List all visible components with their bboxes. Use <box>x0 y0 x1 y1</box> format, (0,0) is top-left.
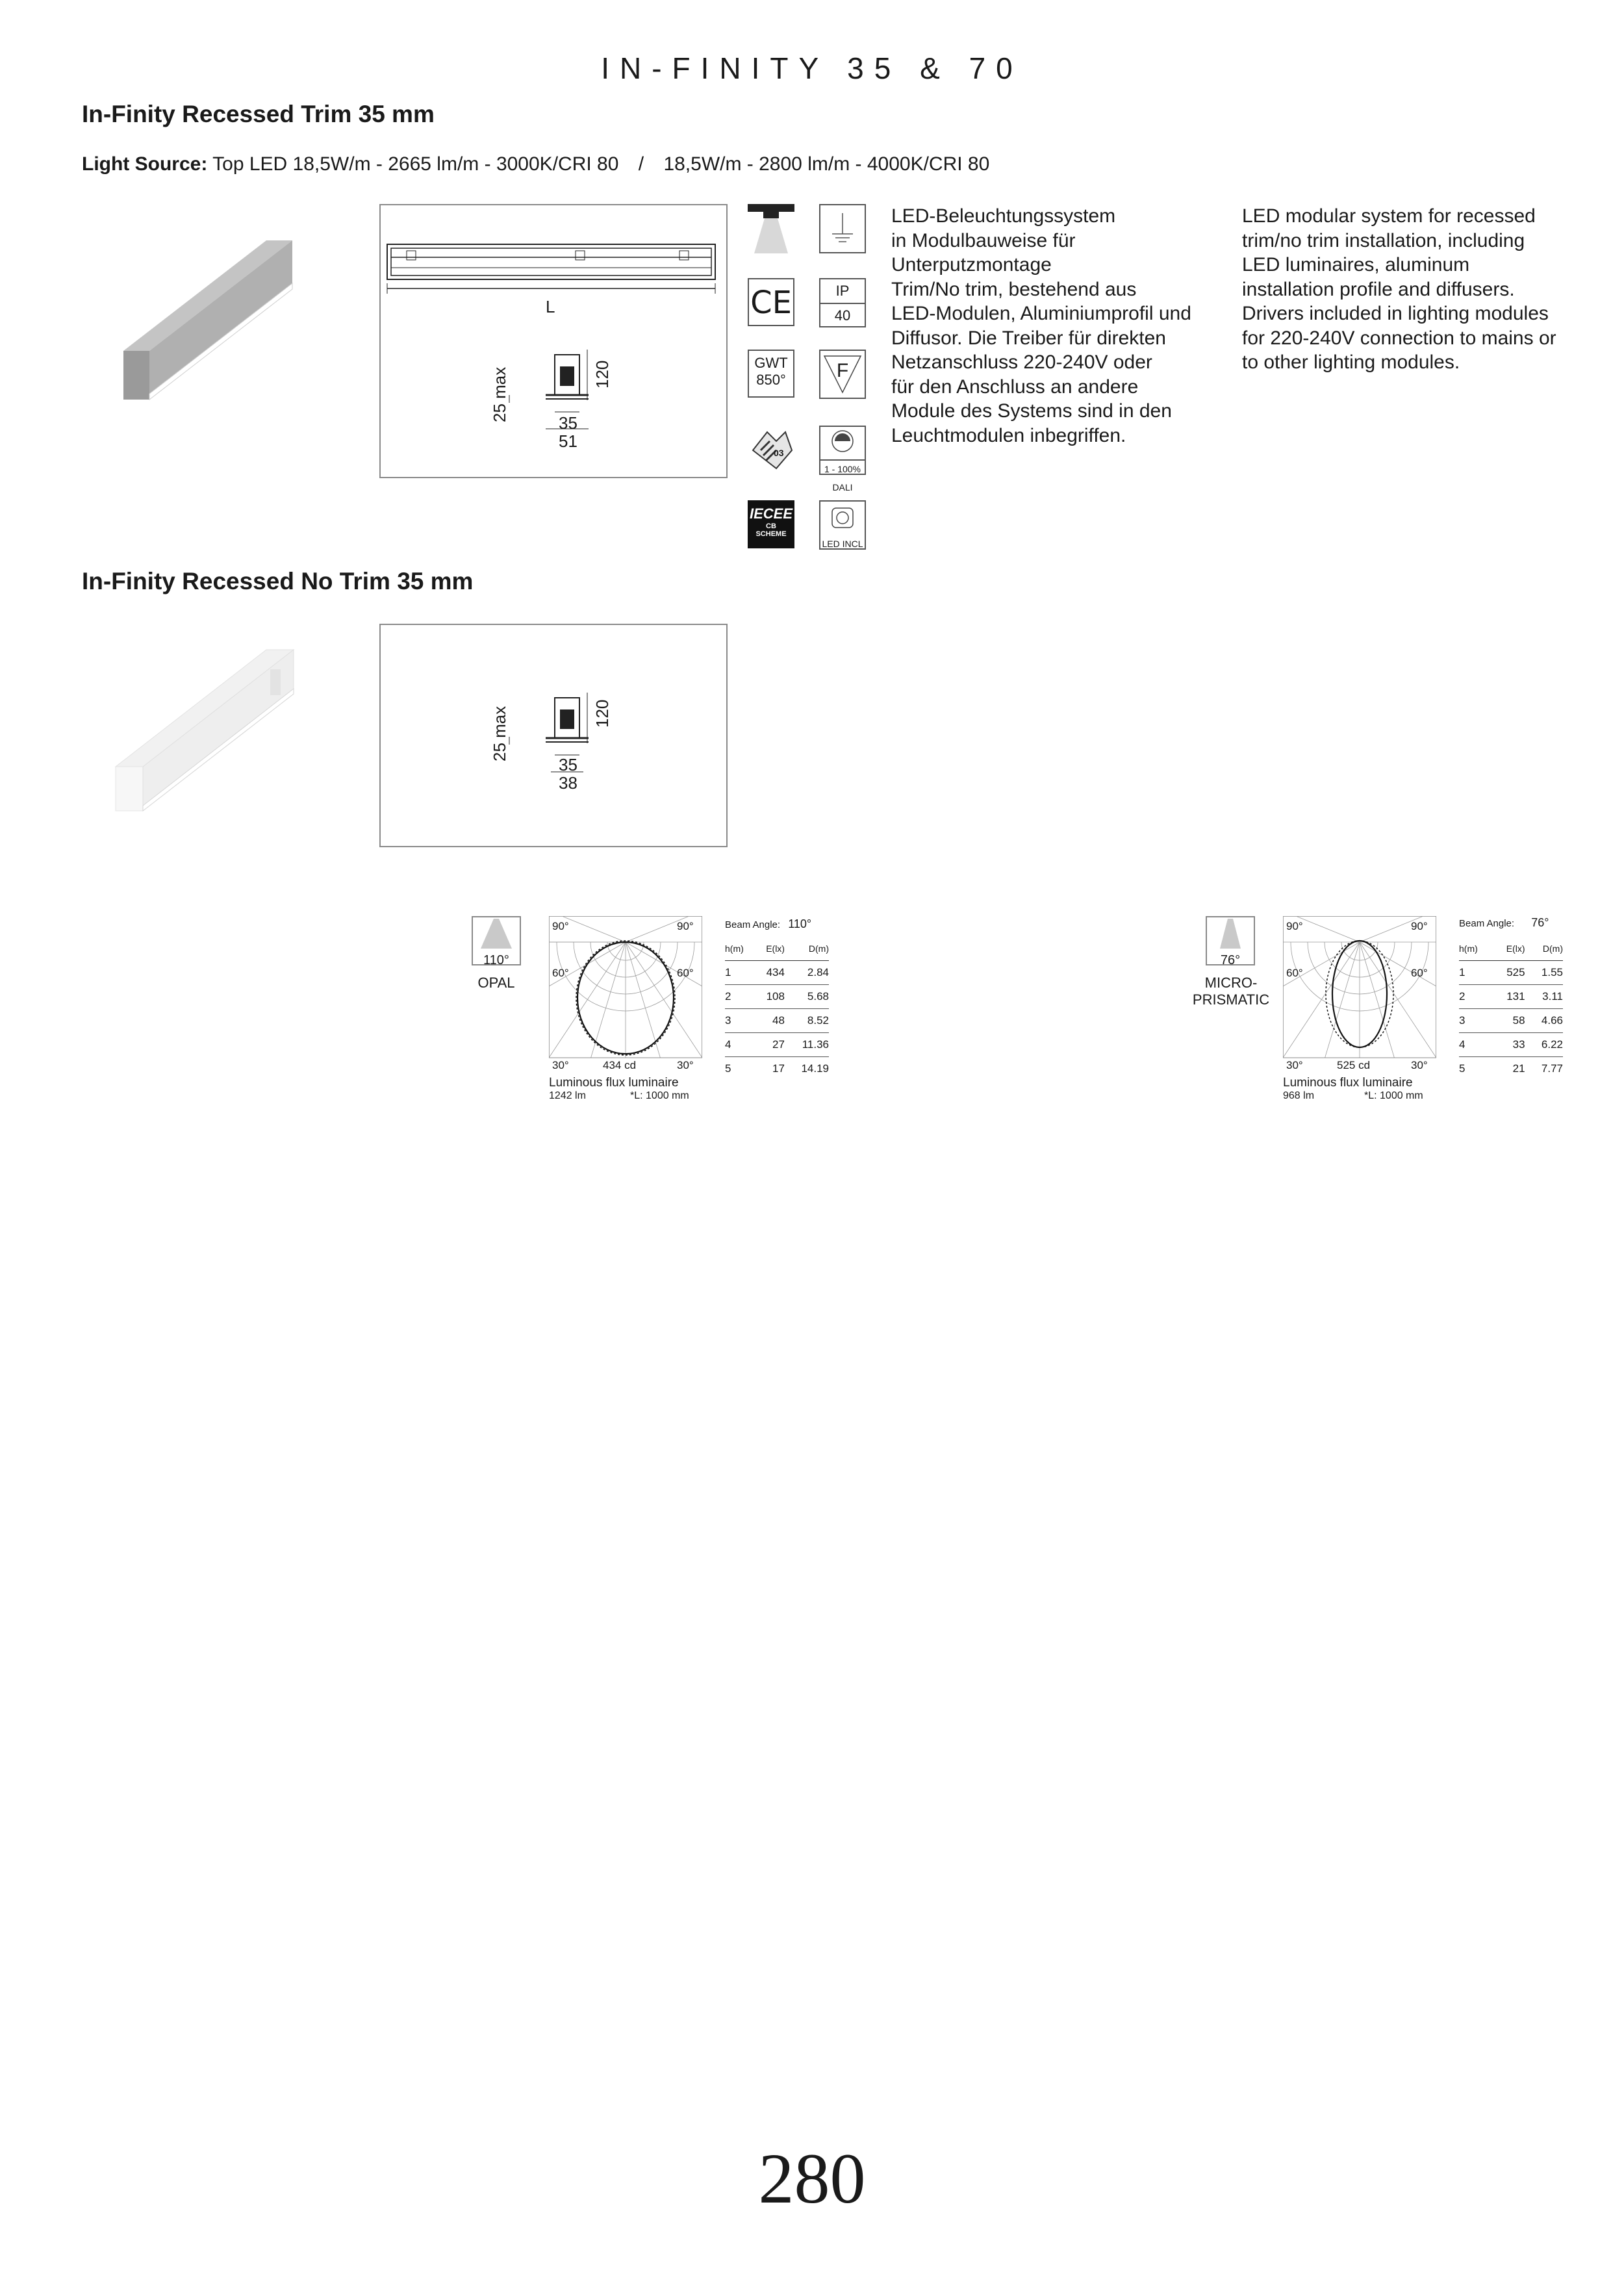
cell-h: 5 <box>725 1062 731 1075</box>
beam-angle-label: Beam Angle: <box>1459 918 1515 929</box>
cell-e: 21 <box>1512 1062 1525 1075</box>
dali-label: DALI <box>832 482 853 492</box>
dim-length: L <box>546 297 555 316</box>
downlight-icon <box>748 204 794 253</box>
photometric-table-microprismatic <box>1459 916 1563 1080</box>
page-number: 280 <box>758 2139 866 2218</box>
gwt-label: GWT <box>754 355 788 371</box>
dim-inner-width: 35 <box>559 413 577 433</box>
beam-icon-label: 76° <box>1220 953 1241 967</box>
cell-d: 1.55 <box>1541 966 1563 978</box>
polar-diagram-microprismatic <box>1283 916 1436 1072</box>
gwt-icon <box>748 350 794 398</box>
dim-height: 120 <box>592 699 612 728</box>
polar-90-right: 90° <box>677 920 694 932</box>
cell-e: 434 <box>766 966 785 978</box>
beam-angle-value: 76° <box>1531 916 1549 929</box>
table-row <box>1459 985 1563 1009</box>
section-title-no-trim: In-Finity Recessed No Trim 35 mm <box>82 568 474 594</box>
dim-inner-width: 35 <box>559 755 577 774</box>
cell-e: 33 <box>1512 1038 1525 1051</box>
table-row <box>725 1009 829 1033</box>
diffuser-line-1: MICRO- <box>1204 975 1258 991</box>
iecee-cb-label: CB <box>766 522 776 530</box>
header-diameter: D(m) <box>1542 943 1563 954</box>
beam-angle-row <box>725 917 829 937</box>
cell-e: 58 <box>1512 1014 1525 1027</box>
cell-d: 2.84 <box>807 966 829 978</box>
desc-en-line: for 220-240V connection to mains or <box>1242 327 1556 349</box>
table-row <box>1459 1009 1563 1033</box>
cell-d: 14.19 <box>801 1062 829 1075</box>
dim-max-depth: 25 max <box>490 366 509 422</box>
dimmable-icon <box>819 426 866 475</box>
flux-label: Luminous flux luminaire <box>549 1076 679 1090</box>
header-illuminance: E(lx) <box>1506 943 1525 954</box>
flux-value: 968 lm <box>1283 1090 1315 1101</box>
diffuser-label: OPAL <box>477 975 515 991</box>
header-diameter: D(m) <box>808 943 829 954</box>
eco-class-label: 03 <box>774 448 784 458</box>
light-source-3000k: Top LED 18,5W/m - 2665 lm/m - 3000K/CRI 80 <box>212 153 619 175</box>
eco-class-icon <box>748 426 794 475</box>
header-height: h(m) <box>725 943 744 954</box>
polar-90-right: 90° <box>1411 920 1428 932</box>
table-row <box>725 1057 829 1081</box>
desc-de-line: für den Anschluss an andere <box>891 376 1139 398</box>
iecee-label: IECEE <box>749 505 793 522</box>
cell-e: 48 <box>772 1014 785 1027</box>
ip-rating-icon <box>819 278 866 327</box>
polar-60-right: 60° <box>677 967 694 979</box>
flux-reference: *L: 1000 mm <box>1364 1090 1423 1101</box>
desc-en-line: LED modular system for recessed <box>1242 205 1536 227</box>
desc-de-line: Leuchtmodulen inbegriffen. <box>891 424 1126 446</box>
description-english <box>1242 204 1593 375</box>
beam-angle-label: Beam Angle: <box>725 919 781 930</box>
cell-d: 6.22 <box>1541 1038 1563 1051</box>
series-title: IN-FINITY 35 & 70 <box>601 51 1023 85</box>
desc-en-line: to other lighting modules. <box>1242 351 1460 373</box>
beam-icon-microprismatic <box>1206 916 1255 965</box>
polar-60-left: 60° <box>552 967 569 979</box>
desc-de-line: LED-Modulen, Aluminiumprofil und <box>891 303 1191 324</box>
table-row <box>1459 1033 1563 1057</box>
cell-e: 108 <box>766 990 785 1003</box>
cell-h: 4 <box>1459 1038 1465 1051</box>
gwt-value: 850° <box>756 372 786 388</box>
polar-90-left: 90° <box>1286 920 1303 932</box>
desc-de-line: Diffusor. Die Treiber für direkten <box>891 327 1166 349</box>
product-image-no-trim <box>104 643 312 819</box>
polar-60-left: 60° <box>1286 967 1303 979</box>
ip-label: IP <box>820 279 865 304</box>
table-row <box>725 1033 829 1057</box>
desc-de-line: Trim/No trim, bestehend aus <box>891 278 1137 300</box>
polar-60-right: 60° <box>1411 967 1428 979</box>
cell-h: 1 <box>1459 966 1465 978</box>
dim-height: 120 <box>592 360 612 389</box>
cell-e: 525 <box>1506 966 1525 978</box>
f-mark-label: F <box>836 360 849 381</box>
description-german <box>891 204 1242 448</box>
polar-30-left: 30° <box>552 1059 569 1071</box>
dim-outer-width: 38 <box>559 773 577 793</box>
beam-icon-opal <box>472 916 521 965</box>
table-row <box>1459 961 1563 985</box>
desc-de-line: LED-Beleuchtungssystem <box>891 205 1116 227</box>
polar-30-right: 30° <box>1411 1059 1428 1071</box>
ip-value: 40 <box>834 307 851 324</box>
cell-h: 3 <box>725 1014 731 1027</box>
beam-angle-value: 110° <box>788 917 812 930</box>
cell-h: 2 <box>1459 990 1465 1003</box>
led-included-icon <box>819 500 866 550</box>
desc-en-line: Drivers included in lighting modules <box>1242 303 1549 324</box>
product-image-trim <box>110 234 305 409</box>
cell-e: 27 <box>772 1038 785 1051</box>
cell-d: 8.52 <box>807 1014 829 1027</box>
dim-range-label: 1 - 100% <box>820 459 865 478</box>
header-height: h(m) <box>1459 943 1478 954</box>
protection-class-icon <box>819 204 866 253</box>
cell-h: 4 <box>725 1038 731 1051</box>
polar-30-right: 30° <box>677 1059 694 1071</box>
technical-drawing-trim <box>379 204 728 478</box>
f-mark-icon <box>819 350 866 399</box>
light-source-4000k: 18,5W/m - 2800 lm/m - 4000K/CRI 80 <box>663 153 990 175</box>
table-row <box>1459 1057 1563 1081</box>
light-source-separator: / <box>638 153 644 175</box>
diffuser-label <box>1182 975 1280 1008</box>
desc-de-line: Netzanschluss 220-240V oder <box>891 351 1152 373</box>
iecee-cb-scheme-icon <box>748 500 794 548</box>
cell-d: 5.68 <box>807 990 829 1003</box>
technical-drawing-no-trim <box>379 624 728 847</box>
desc-de-line: in Modulbauweise für <box>891 229 1076 251</box>
flux-value: 1242 lm <box>549 1090 586 1101</box>
desc-de-line: Unterputzmontage <box>891 254 1052 275</box>
dim-outer-width: 51 <box>559 431 577 451</box>
cell-h: 2 <box>725 990 731 1003</box>
polar-peak-intensity: 525 cd <box>1337 1059 1371 1071</box>
polar-90-left: 90° <box>552 920 569 932</box>
beam-icon-label: 110° <box>483 953 509 967</box>
led-incl-label: LED INCL <box>822 539 863 549</box>
desc-en-line: trim/no trim installation, including <box>1242 229 1525 251</box>
cell-e: 17 <box>772 1062 785 1075</box>
flux-label: Luminous flux luminaire <box>1283 1076 1413 1090</box>
polar-30-left: 30° <box>1286 1059 1303 1071</box>
polar-diagram-opal <box>549 916 702 1072</box>
cell-d: 7.77 <box>1541 1062 1563 1075</box>
cell-d: 11.36 <box>802 1038 829 1051</box>
cell-d: 3.11 <box>1542 990 1563 1003</box>
cell-h: 1 <box>725 966 731 978</box>
light-source <box>82 153 989 175</box>
desc-en-line: LED luminaires, aluminum <box>1242 254 1470 275</box>
ce-mark-icon: CE <box>748 278 794 326</box>
table-row <box>725 961 829 985</box>
header-illuminance: E(lx) <box>766 943 785 954</box>
cell-d: 4.66 <box>1541 1014 1563 1027</box>
desc-en-line: installation profile and diffusers. <box>1242 278 1515 300</box>
light-source-label: Light Source: <box>82 153 208 175</box>
cell-h: 5 <box>1459 1062 1465 1075</box>
desc-de-line: Module des Systems sind in den <box>891 400 1172 422</box>
table-row <box>725 985 829 1009</box>
cell-h: 3 <box>1459 1014 1465 1027</box>
flux-reference: *L: 1000 mm <box>630 1090 689 1101</box>
beam-angle-row <box>1459 916 1563 937</box>
photometric-table-opal <box>725 917 829 1080</box>
section-title-trim: In-Finity Recessed Trim 35 mm <box>82 101 435 127</box>
polar-peak-intensity: 434 cd <box>603 1059 637 1071</box>
cell-e: 131 <box>1506 990 1525 1003</box>
dim-max-depth: 25 max <box>490 706 509 761</box>
iecee-scheme-label: SCHEME <box>755 530 787 538</box>
diffuser-line-2: PRISMATIC <box>1192 991 1270 1008</box>
